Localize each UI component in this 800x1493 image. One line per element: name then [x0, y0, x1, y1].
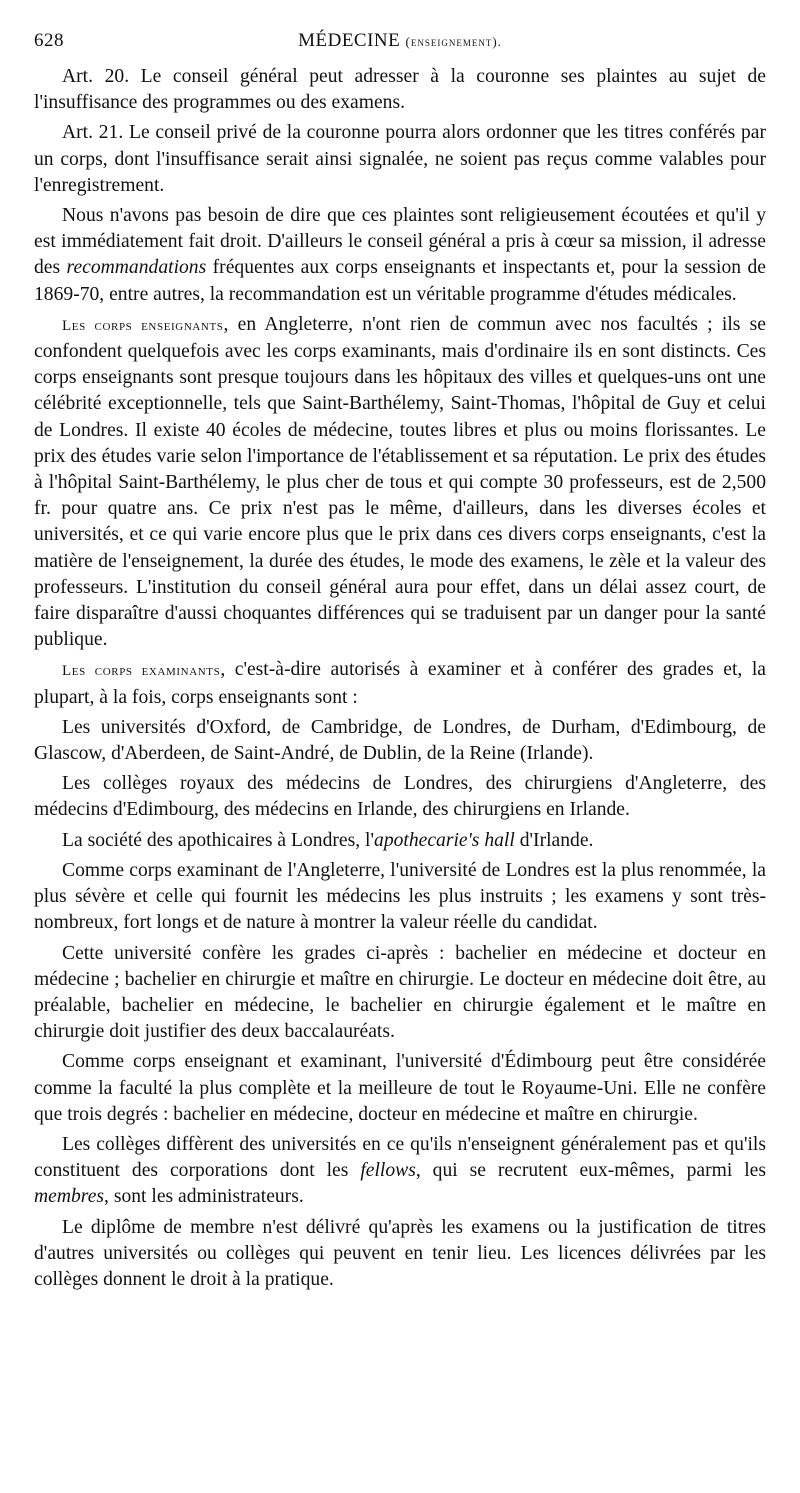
paragraph-text: Les collèges diffèrent des universités en ce qu'ils n'enseignent généralement pas et qu'ils constituent des corporations dont les [34, 1133, 766, 1182]
paragraph-p4 [34, 312, 766, 654]
paragraph-text: Art. 21. Le conseil privé de la couronne pourra alors ordonner que les titres conférés par un corps, dont l'insuffisance serait ainsi signalée, ne soient pas reçus comme valables pour l'enregistrement. [34, 122, 766, 196]
paragraph-p7 [34, 771, 766, 823]
paragraph-text: La société des apothicaires à Londres, l' [62, 829, 375, 851]
paragraph-text: Le diplôme de membre n'est délivré qu'après les examens ou la justification de titres d'autres universités ou collèges qui peuvent en tenir lieu. Les licences délivrées par les collèges donnent le droit à la pratique. [34, 1216, 766, 1290]
paragraph-p13 [34, 1215, 766, 1294]
paragraph-text: , en Angleterre, n'ont rien de commun avec nos facultés ; ils se confondent quelquefois avec les corps examinants, mais d'ordinaire ils en sont distincts. Ces corps enseignants sont presque toujours dans les hôpitaux des villes et quelques-uns ont une célébrité exceptionnelle, tels que Saint-Barthélemy, Saint-Thomas, l'hôpital de Guy et celui de Londres. Il existe 40 écoles de médecine, toutes libres et plus ou moins florissantes. Le prix des études varie selon l'importance de l'établissement et sa réputation. Le prix des études à l'hôpital Saint-Barthélemy, le plus cher de tous et qui compte 30 professeurs, est de 2,500 fr. pour quatre ans. Ce prix n'est pas le même, d'ailleurs, dans les diverses écoles et universités, et ce qui varie encore plus que le prix dans ces divers corps enseignants, c'est la matière de l'enseignement, la durée des études, le mode des examens, le zèle et la valeur des professeurs. L'institution du conseil général aura pour effet, dans un délai assez court, de faire disparaître d'aussi choquantes différences qui se traduisent par un danger pour la santé publique. [34, 313, 766, 651]
running-title-main: MÉDECINE [298, 30, 401, 51]
italic-text: apothecarie's hall [374, 829, 515, 851]
paragraph-p9 [34, 858, 766, 937]
paragraph-p11 [34, 1049, 766, 1128]
paragraph-text: Cette université confère les grades ci-après : bachelier en médecine et docteur en médecine ; bachelier en chirurgie et maître en chirurgie. Le docteur en médecine doit être, au préalable, bachelier en médecine, le bachelier en chirurgie également et le maître en chirurgie doit justifier des deux baccalauréats. [34, 942, 766, 1043]
paragraph-text: Les universités d'Oxford, de Cambridge, de Londres, de Durham, d'Edimbourg, de Glascow, d'Aberdeen, de Saint-André, de Dublin, de la Reine (Irlande). [34, 716, 766, 765]
page-number: 628 [34, 30, 64, 51]
small-caps-heading: Les corps examinants [62, 663, 221, 680]
running-title [34, 30, 766, 52]
paragraph-p1 [34, 64, 766, 116]
italic-text: membres [34, 1186, 105, 1208]
paragraph-text: d'Irlande. [514, 829, 594, 851]
paragraph-text: Comme corps enseignant et examinant, l'université d'Édimbourg peut être considérée comme la faculté la plus complète et la meilleure de tout le Royaume-Uni. Elle ne confère que trois degrés : bachelier en médecine, docteur en médecine et maître en chirurgie. [34, 1051, 766, 1125]
paragraph-text: Comme corps examinant de l'Angleterre, l'université de Londres est la plus renommée, la plus sévère et celle qui fournit les médecins les plus instruits ; les examens y sont très-nombreux, fort longs et de nature à montrer la valeur réelle du candidat. [34, 859, 766, 934]
paragraph-text: Nous n'avons pas besoin de dire que ces plaintes sont religieusement écoutées et qu'il y est immédiatement fait droit. D'ailleurs le conseil général a pris à cœur sa mission, il adresse des [34, 205, 766, 279]
italic-text: recommandations [66, 257, 207, 279]
paragraph-text: fréquentes aux corps enseignants et inspectants et, pour la session de 1869-70, entre autres, la recommandation est un véritable programme d'études médicales. [34, 257, 766, 305]
paragraph-text: , sont les administrateurs. [104, 1186, 304, 1208]
paragraph-p12 [34, 1132, 766, 1211]
small-caps-heading: Les corps enseignants [62, 317, 224, 334]
paragraph-text: , c'est-à-dire autorisés à examiner et à conférer des grades et, la plupart, à la fois, corps enseignants sont : [34, 659, 766, 708]
running-title-sub: (enseignement). [405, 34, 502, 49]
page-body [34, 64, 766, 1293]
paragraph-text: Les collèges royaux des médecins de Londres, des chirurgiens d'Angleterre, des médecins d'Edimbourg, des médecins en Irlande, des chirurgiens en Irlande. [34, 773, 766, 821]
paragraph-p5 [34, 657, 766, 710]
paragraph-p8 [34, 828, 766, 854]
running-header [34, 26, 766, 54]
paragraph-p2 [34, 120, 766, 199]
paragraph-p10 [34, 941, 766, 1046]
paragraph-text: , qui se recrutent eux-mêmes, parmi les [415, 1160, 766, 1182]
paragraph-p3 [34, 203, 766, 308]
italic-text: fellows [360, 1160, 416, 1182]
paragraph-p6 [34, 715, 766, 767]
paragraph-text: Art. 20. Le conseil général peut adresser à la couronne ses plaintes au sujet de l'insuffisance des programmes ou des examens. [34, 66, 766, 114]
